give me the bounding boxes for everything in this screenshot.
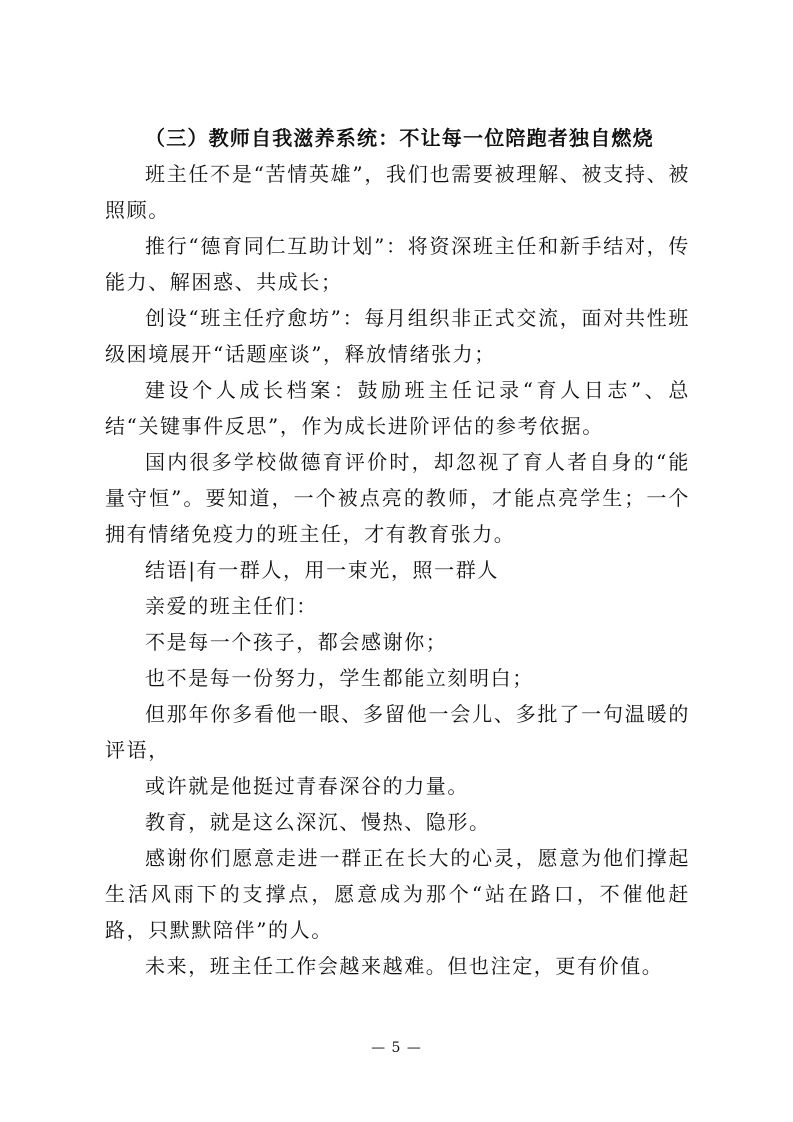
paragraph-conclusion-title: 结语|有一群人，用一束光，照一群人 — [145, 558, 499, 582]
paragraph-healing-workshop: 创设“班主任疗愈坊”：每月组织非正式交流，面对共性班级困境展开“话题座谈”，释放情绪张力； — [105, 306, 690, 366]
paragraph-line-1: 不是每一个孩子，都会感谢你； — [145, 630, 448, 654]
paragraph-energy-conservation: 国内很多学校做德育评价时，却忽视了育人者自身的“能量守恒”。要知道，一个被点亮的教师，才能点亮学生；一个拥有情绪免疫力的班主任，才有教育张力。 — [105, 450, 690, 546]
paragraph-thanks: 感谢你们愿意走进一群正在长大的心灵，愿意为他们撑起生活风雨下的支撑点，愿意成为那个“站在路口，不催他赶路，只默默陪伴”的人。 — [105, 846, 690, 942]
page-number: — 5 — — [371, 1040, 422, 1056]
paragraph-salutation: 亲爱的班主任们： — [145, 594, 318, 618]
paragraph-line-3: 但那年你多看他一眼、多留他一会儿、多批了一句温暖的评语， — [105, 702, 690, 762]
paragraph-role-statement: 班主任不是“苦情英雄”，我们也需要被理解、被支持、被照顾。 — [105, 162, 690, 222]
paragraph-line-2: 也不是每一份努力，学生都能立刻明白； — [145, 666, 534, 690]
paragraph-line-5: 教育，就是这么深沉、慢热、隐形。 — [145, 810, 491, 834]
paragraph-line-4: 或许就是他挺过青春深谷的力量。 — [145, 774, 469, 798]
paragraph-mutual-aid-plan: 推行“德育同仁互助计划”：将资深班主任和新手结对，传能力、解困惑、共成长； — [105, 234, 690, 294]
paragraph-future: 未来，班主任工作会越来越难。但也注定，更有价值。 — [145, 954, 664, 978]
page-content — [105, 120, 690, 984]
paragraph-growth-archive: 建设个人成长档案：鼓励班主任记录“育人日志”、总结“关键事件反思”，作为成长进阶评估的参考依据。 — [105, 378, 690, 438]
section-heading: （三）教师自我滋养系统：不让每一位陪跑者独自燃烧 — [145, 126, 654, 150]
